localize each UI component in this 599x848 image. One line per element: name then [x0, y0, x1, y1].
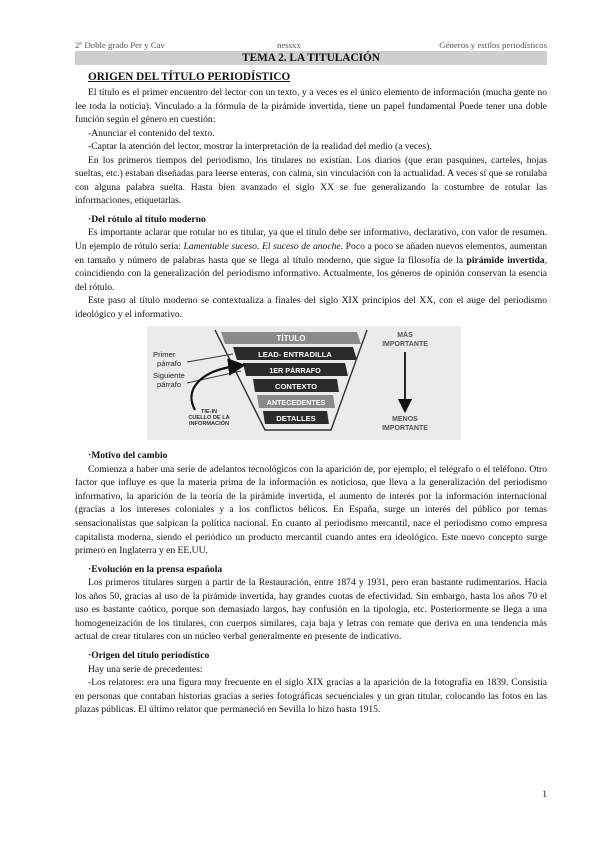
- subsection-heading: ·Motivo del cambio: [88, 450, 168, 462]
- subsection-heading: ·Origen del título periodístico: [88, 649, 210, 661]
- paragraph: Este paso al título moderno se contextualiza a finales del siglo XIX principios del XX, con el auge del periodismo ideológico y el informativo.: [75, 295, 547, 320]
- label-mas-importante: IMPORTANTE: [382, 341, 428, 349]
- list-item: -Captar la atención del lector, mostrar la interpretación de la realidad del medio (a veces).: [88, 141, 432, 153]
- paragraph: Los primeros titulares surgen a partir de la Restauración, entre 1874 y 1931, pero eran bastante rudimentarios. Hacia los años 50, gracias al uso de la pirámide invertida, hay grandes cuotas de efectividad. Sin embargo, hasta los años 70 el uso es bastante caótico, porque son demasiado largos, hay confusión en la tipología, etc. Posteriormente se llega a una homogeneización de los titulares, con cuerpos similares, caja baja y letras con remate que deriva en una tendencia más actual de crear titulares con un núcleo verbal generalmente en presente de indicativo.: [75, 577, 547, 643]
- pointer-line: [187, 371, 241, 383]
- document-body: [75, 70, 547, 717]
- paragraph: Comienza a haber una serie de adelantos tecnológicos con la aparición de, por ejemplo, el telégrafo o el teléfono. Otro factor que influye es que la materia prima de la información es noticiosa, que lleva a la generalización del periodismo informativo, la aparición de la teoría de la pirámide invertida, el aumento de interés por la información internacional (gracias a los intereses coloniales y a los conflictos bélicos. En España, surge un interés del público por temas sensacionalistas que salpican la política nacional. En cuanto al periodismo mercantil, nace el periodismo como empresa capitalista moderna, siendo el periódico un producto mercantil cuando antes era ideológico. Este nuevo concepto surge primero en Inglaterra y en EE.UU.: [75, 463, 547, 557]
- label-primer: Primer: [153, 350, 176, 360]
- bar-detalles-label: DETALLES: [276, 414, 316, 424]
- pointer-line: [187, 354, 233, 362]
- inverted-pyramid-figure: [75, 326, 547, 441]
- text-run: Es importante aclarar que rotular no es titular, ya que el título debe ser informativo, declarativo, con valor de resumen. Un ejemplo de rótulo sería:: [75, 227, 547, 253]
- subsection-heading: ·Del rótulo al título moderno: [88, 213, 206, 225]
- label-tiein: TIE-IN: [200, 409, 218, 416]
- paragraph: [75, 226, 547, 294]
- bold-term: pirámide invertida: [466, 254, 545, 266]
- subsection-heading: ·Evolución en la prensa española: [88, 563, 223, 575]
- page-number: 1: [542, 789, 547, 800]
- label-siguiente: Siguiente: [153, 371, 185, 381]
- label-menos-importante: IMPORTANTE: [382, 425, 428, 433]
- label-parrafo: párrafo: [157, 359, 182, 369]
- header-left: 2º Doble grado Per y Cav: [75, 40, 165, 50]
- label-informacion: INFORMACIÓN: [188, 421, 230, 428]
- label-siguiente-parrafo: párrafo: [157, 380, 182, 390]
- tie-in-arrow: [191, 366, 237, 410]
- bar-antecedentes-label: ANTECEDENTES: [266, 398, 326, 408]
- italic-example: Lamentable suceso. El suceso de anoche: [183, 241, 341, 253]
- bar-titulo-label: TÍTULO: [276, 334, 306, 344]
- header-right: Géneros y estilos periodísticos: [439, 40, 547, 50]
- bar-contexto-label: CONTEXTO: [274, 382, 318, 392]
- label-cuello: CUELLO DE LA: [188, 415, 230, 422]
- label-mas: MÁS: [397, 332, 413, 340]
- document-title: TEMA 2. LA TITULACIÓN: [75, 51, 547, 65]
- label-menos: MENOS: [392, 416, 418, 424]
- paragraph: -Los relatores: era una figura muy frecuente en el siglo XIX gracias a la aparición de la fotografía en 1839. Consistía en personas que contaban historias gracias a series fotográficas secuenciales y un gran titular, colocando las fotos en las plazas públicas. El último relator que permaneció en Sevilla lo hizo hasta 1915.: [75, 677, 547, 716]
- paragraph: Hay una serie de precedentes:: [88, 663, 203, 675]
- section-heading: ORIGEN DEL TÍTULO PERIODÍSTICO: [88, 71, 291, 83]
- paragraph: El título es el primer encuentro del lector con un texto, y a veces es el único elemento de información (mucha gente no lee toda la noticia). Vinculado a la fórmula de la pirámide invertida, tiene un papel fundamental Puede tener una doble función según el género en cuestión:: [75, 87, 547, 126]
- bar-primer-parrafo-label: 1ER PÁRRAFO: [269, 366, 321, 376]
- paragraph: En los primeros tiempos del periodismo, los titulares no existían. Los diarios (que eran pasquines, carteles, hojas sueltas, etc.) estaban diseñadas para leerse enteras, con calma, sin vinculación con la actualidad. A veces sí que se rotulaba con alguna palabra suelta. Hasta bien avanzado el siglo XX se fue generalizando la costumbre de rotular las informaciones, etiquetarlas.: [75, 154, 547, 207]
- bar-lead-label: LEAD- ENTRADILLA: [258, 350, 332, 360]
- text-run: . Poco a poco se añaden nuevos elementos, aumentan en tamaño y número de palabras hasta que se llega al título moderno, que sigue la filosofía de la: [75, 241, 547, 266]
- header-center: nessxx: [277, 40, 301, 50]
- text-run: , coincidiendo con la generalización del periodismo informativo. Actualmente, los géneros de opinión conservan la esencia del rótulo.: [75, 254, 548, 293]
- inverted-pyramid-diagram: [75, 326, 547, 441]
- list-item: -Anunciar el contenido del texto.: [88, 127, 215, 139]
